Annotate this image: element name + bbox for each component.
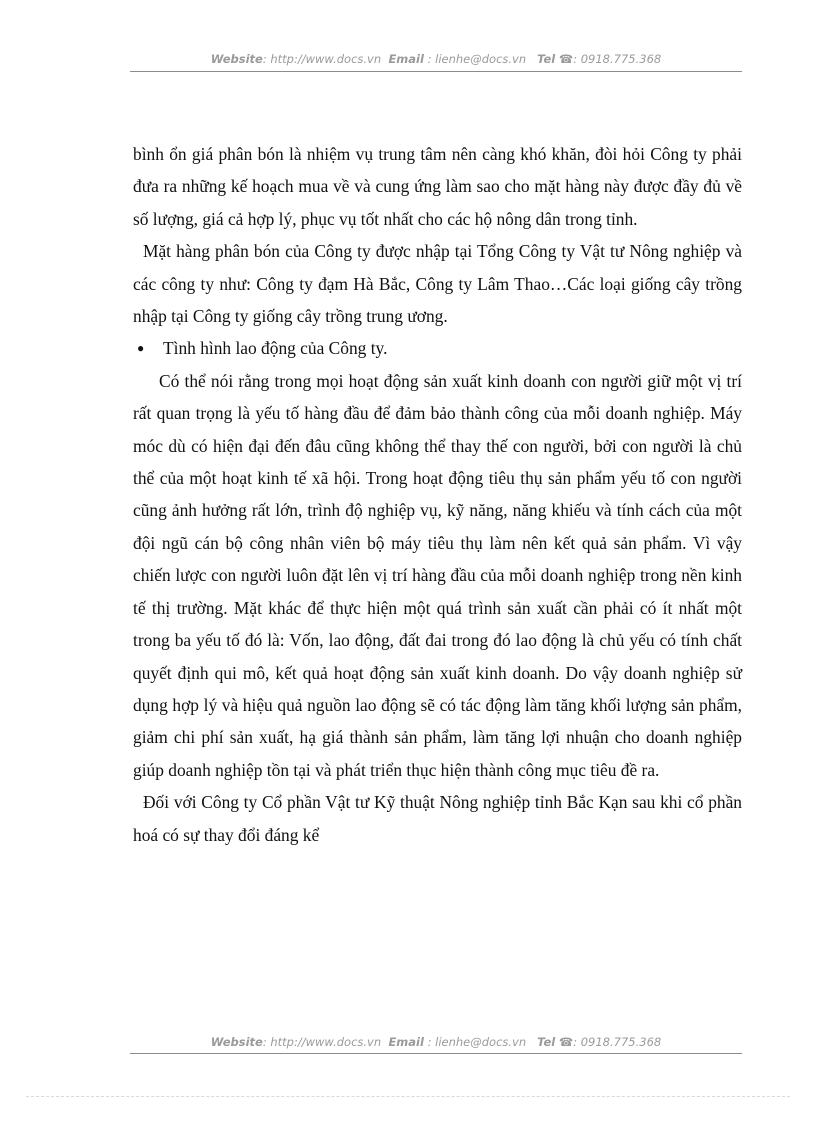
header-tel-value: : 0918.775.368 — [573, 52, 662, 66]
paragraph-company-change: Đối với Công ty Cổ phần Vật tư Kỹ thuật Nông nghiệp tỉnh Bắc Kạn sau khi cổ phần hoá có sự thay đổi đáng kể — [133, 792, 742, 845]
footer-email-link[interactable]: : lienhe@docs.vn — [423, 1035, 527, 1049]
page-boundary — [26, 1096, 790, 1097]
footer-rule — [130, 1053, 742, 1054]
bullet-labor-situation — [133, 332, 742, 364]
header-email-label: Email — [388, 52, 424, 66]
footer-website-link[interactable]: : http://www.docs.vn — [262, 1035, 382, 1049]
page-footer — [130, 1035, 742, 1049]
bullet-text: Tình hình lao động của Công ty. — [163, 338, 388, 359]
header-tel-label: Tel — [537, 52, 556, 66]
paragraph-fertilizer-source: Mặt hàng phân bón của Công ty được nhập tại Tổng Công ty Vật tư Nông nghiệp và các công ty như: Công ty đạm Hà Bắc, Công ty Lâm Thao…Các loại giống cây trồng nhập tại Công ty giống cây trồng trung ương. — [133, 241, 742, 327]
header-rule — [130, 71, 742, 72]
header-website-label: Website — [210, 52, 263, 66]
header-email-link[interactable]: : lienhe@docs.vn — [423, 52, 527, 66]
footer-tel-value: : 0918.775.368 — [573, 1035, 662, 1049]
footer-tel-label: Tel — [537, 1035, 556, 1049]
phone-icon: ☎ — [558, 52, 574, 66]
footer-email-label: Email — [388, 1035, 424, 1049]
paragraph-fertilizer-price: bình ổn giá phân bón là nhiệm vụ trung tâm nên càng khó khăn, đòi hỏi Công ty phải đưa ra những kế hoạch mua về và cung ứng làm sao cho mặt hàng này được đầy đủ về số lượng, giá cả hợp lý, phục vụ tốt nhất cho các hộ nông dân trong tỉnh. — [133, 144, 742, 229]
page-header — [130, 52, 742, 66]
document-body — [133, 138, 742, 851]
footer-website-label: Website — [210, 1035, 263, 1049]
paragraph-human-factor: Có thể nói rằng trong mọi hoạt động sản xuất kinh doanh con người giữ một vị trí rất quan trọng là yếu tố hàng đầu để đảm bảo thành công của mỗi doanh nghiệp. Máy móc dù có hiện đại đến đâu cũng không thể thay thế con người, bởi con người là chủ thể của một hoạt kinh tế xã hội. Trong hoạt động tiêu thụ sản phẩm yếu tố con người cũng ảnh hưởng rất lớn, trình độ nghiệp vụ, kỹ năng, năng khiếu và tính cách của một đội ngũ cán bộ công nhân viên bộ máy tiêu thụ làm nên kết quả sản phẩm. Vì vậy chiến lược con người luôn đặt lên vị trí hàng đầu của mỗi doanh nghiệp trong nền kinh tế thị trường. Mặt khác để thực hiện một quá trình sản xuất cần phải có ít nhất một trong ba yếu tố đó là: Vốn, lao động, đất đai trong đó lao động là chủ yếu có tính chất quyết định qui mô, kết quả hoạt động sản xuất kinh doanh. Do vậy doanh nghiệp sử dụng hợp lý và hiệu quả nguồn lao động sẽ có tác động làm tăng khối lượng sản phẩm, giảm chi phí sản xuất, hạ giá thành sản phẩm, làm tăng lợi nhuận cho doanh nghiệp giúp doanh nghiệp tồn tại và phát triển thục hiện thành công mục tiêu đề ra. — [133, 370, 742, 780]
phone-icon: ☎ — [558, 1035, 574, 1049]
header-website-link[interactable]: : http://www.docs.vn — [262, 52, 382, 66]
bullet-dot: ● — [137, 341, 145, 356]
